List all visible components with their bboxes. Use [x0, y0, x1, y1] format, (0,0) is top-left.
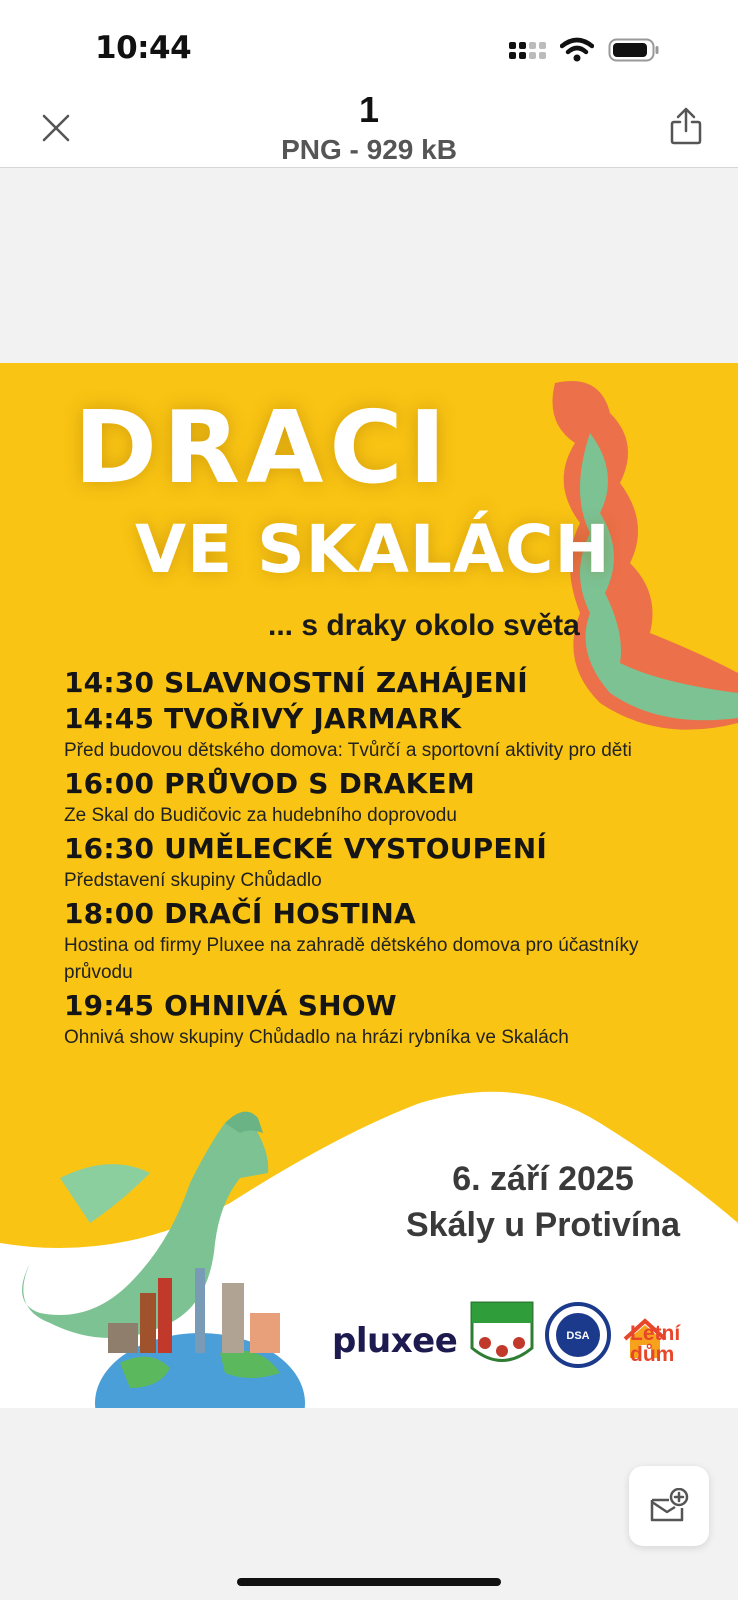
event-title: 16:00 PRŮVOD S DRAKEM	[64, 767, 475, 800]
home-indicator[interactable]	[237, 1578, 501, 1586]
event-title: 19:45 OHNIVÁ SHOW	[64, 989, 397, 1022]
mail-compose-icon	[649, 1488, 689, 1524]
status-bar	[0, 0, 738, 90]
event-description: Ohnivá show skupiny Chůdadlo na hrázi rybníka ve Skalách	[64, 1027, 569, 1048]
compose-mail-button[interactable]	[629, 1466, 709, 1546]
event-place: Skály u Protivína	[406, 1206, 680, 1244]
sponsor-logos	[330, 1303, 730, 1383]
poster-image	[0, 363, 738, 1408]
event-title: 16:30 UMĚLECKÉ VYSTOUPENÍ	[64, 832, 547, 865]
document-subtitle: PNG - 929 kB	[281, 134, 457, 165]
status-time: 10:44	[95, 30, 192, 66]
poster-tagline: ... s draky okolo světa	[268, 609, 580, 642]
battery-icon	[608, 37, 660, 63]
letni-dum-line2: dům	[630, 1343, 675, 1366]
event-description: Před budovou dětského domova: Tvůrčí a sportovní aktivity pro děti	[64, 740, 632, 761]
viewer-header	[0, 90, 738, 168]
event-date-place	[380, 1156, 706, 1248]
schedule-item	[64, 665, 664, 701]
share-icon	[669, 107, 703, 145]
dsa-logo: DSA	[566, 1330, 590, 1342]
cellular-signal-icon	[509, 42, 546, 59]
schedule-item	[64, 988, 664, 1051]
letni-dum-logo	[630, 1323, 680, 1365]
schedule-item	[64, 701, 664, 764]
letni-dum-line1: Letní	[630, 1322, 681, 1345]
schedule-item	[64, 896, 664, 986]
status-icons	[509, 37, 660, 63]
document-title: 1	[358, 89, 380, 130]
event-title: 14:45 TVOŘIVÝ JARMARK	[64, 702, 462, 735]
schedule-item	[64, 831, 664, 894]
event-description: Hostina od firmy Pluxee na zahradě dětského domova pro účastníky průvodu	[64, 935, 639, 983]
event-title: 18:00 DRAČÍ HOSTINA	[64, 897, 416, 930]
poster-title-line2: VE SKALÁCH	[135, 511, 611, 588]
event-description: Představení skupiny Chůdadlo	[64, 870, 322, 891]
event-schedule	[64, 665, 664, 1053]
event-title: 14:30 SLAVNOSTNÍ ZAHÁJENÍ	[64, 666, 528, 699]
pluxee-logo: pluxee	[332, 1321, 458, 1361]
event-description: Ze Skal do Budičovic za hudebního doprovodu	[64, 805, 457, 826]
wifi-icon	[560, 37, 594, 63]
share-button[interactable]	[664, 104, 708, 148]
poster-title-line1: DRACI	[74, 389, 452, 506]
event-date: 6. září 2025	[452, 1160, 634, 1198]
schedule-item	[64, 766, 664, 829]
